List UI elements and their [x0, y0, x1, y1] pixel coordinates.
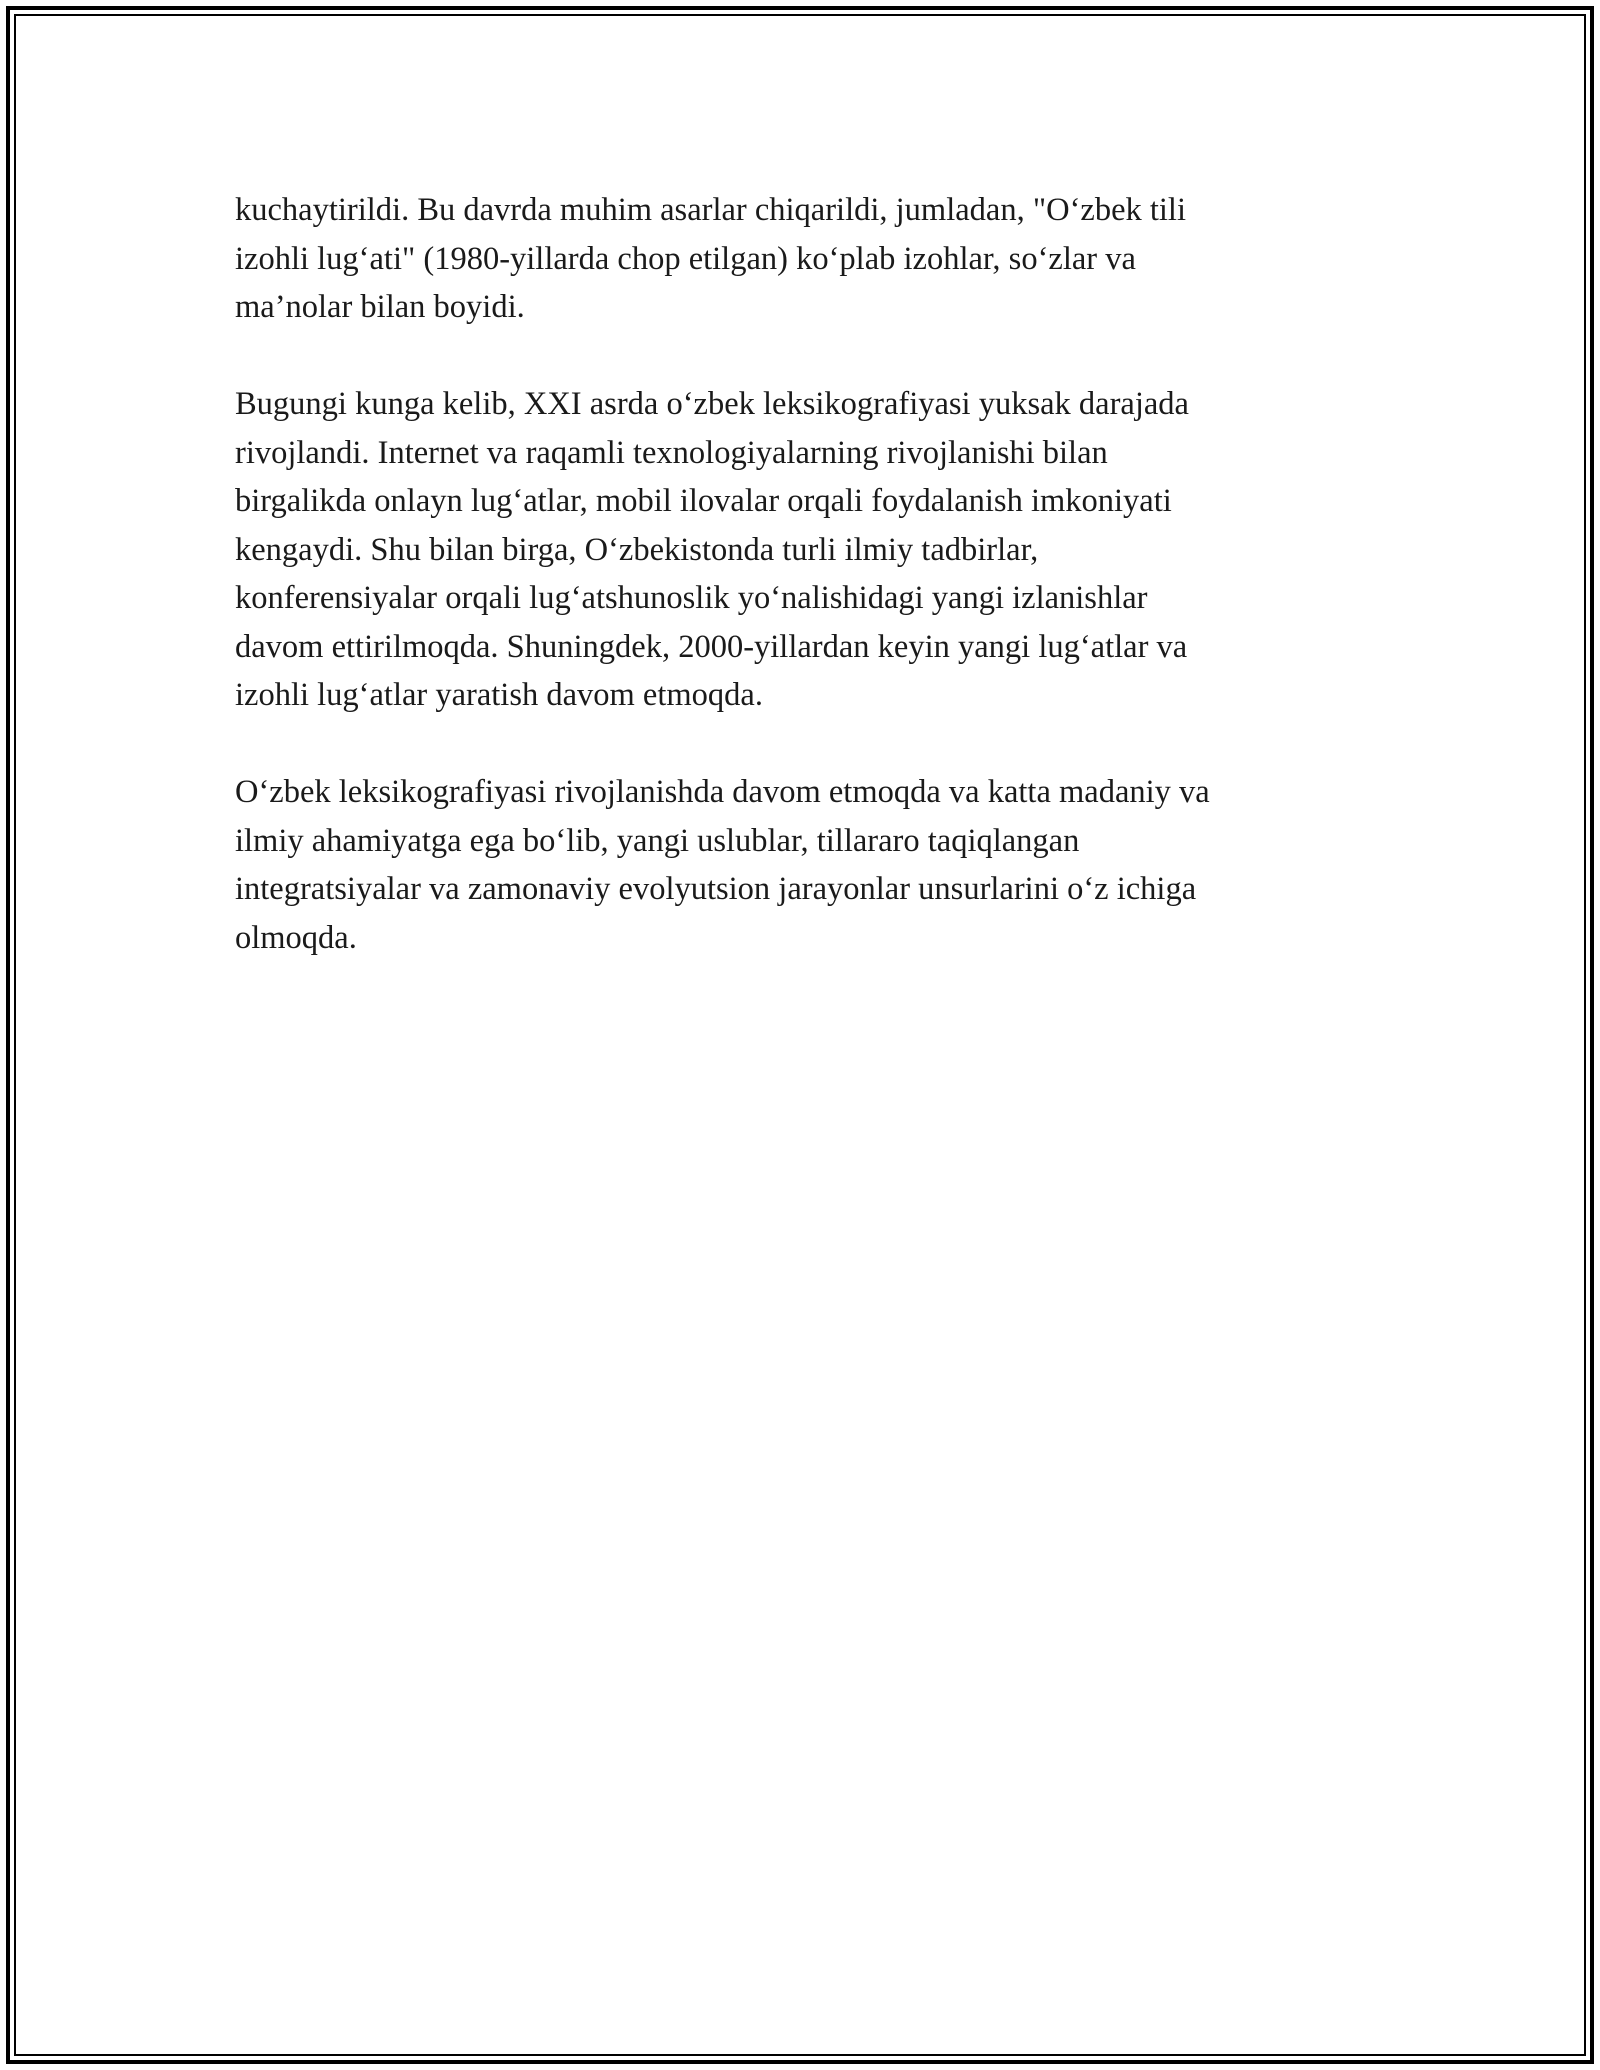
paragraph-3: O‘zbek leksikografiyasi rivojlanishda davom etmoqda va katta madaniy va ilmiy ahamiyatga ega bo‘lib, yangi uslublar, tillararo taqiqlangan integratsiyalar va zamonaviy evolyutsion jarayonlar unsurlarini o‘z ichiga olmoqda. — [235, 774, 1210, 956]
document-body — [235, 186, 1375, 962]
paragraph-1: kuchaytirildi. Bu davrda muhim asarlar chiqarildi, jumladan, "O‘zbek tili izohli lug‘ati" (1980-yillarda chop etilgan) ko‘plab izohlar, so‘zlar va ma’nolar bilan boyidi. — [235, 192, 1186, 325]
paragraph-2: Bugungi kunga kelib, XXI asrda o‘zbek leksikografiyasi yuksak darajada rivojlandi. Internet va raqamli texnologiyalarning rivojlanishi bilan birgalikda onlayn lug‘atlar, mobil ilovalar orqali foydalanish imkoniyati kengaydi. Shu bilan birga, O‘zbekistonda turli ilmiy tadbirlar, konferensiyalar orqali lug‘atshunoslik yo‘nalishidagi yangi izlanishlar davom ettirilmoqda. Shuningdek, 2000-yillardan keyin yangi lug‘atlar va izohli lug‘atlar yaratish davom etmoqda. — [235, 386, 1189, 713]
